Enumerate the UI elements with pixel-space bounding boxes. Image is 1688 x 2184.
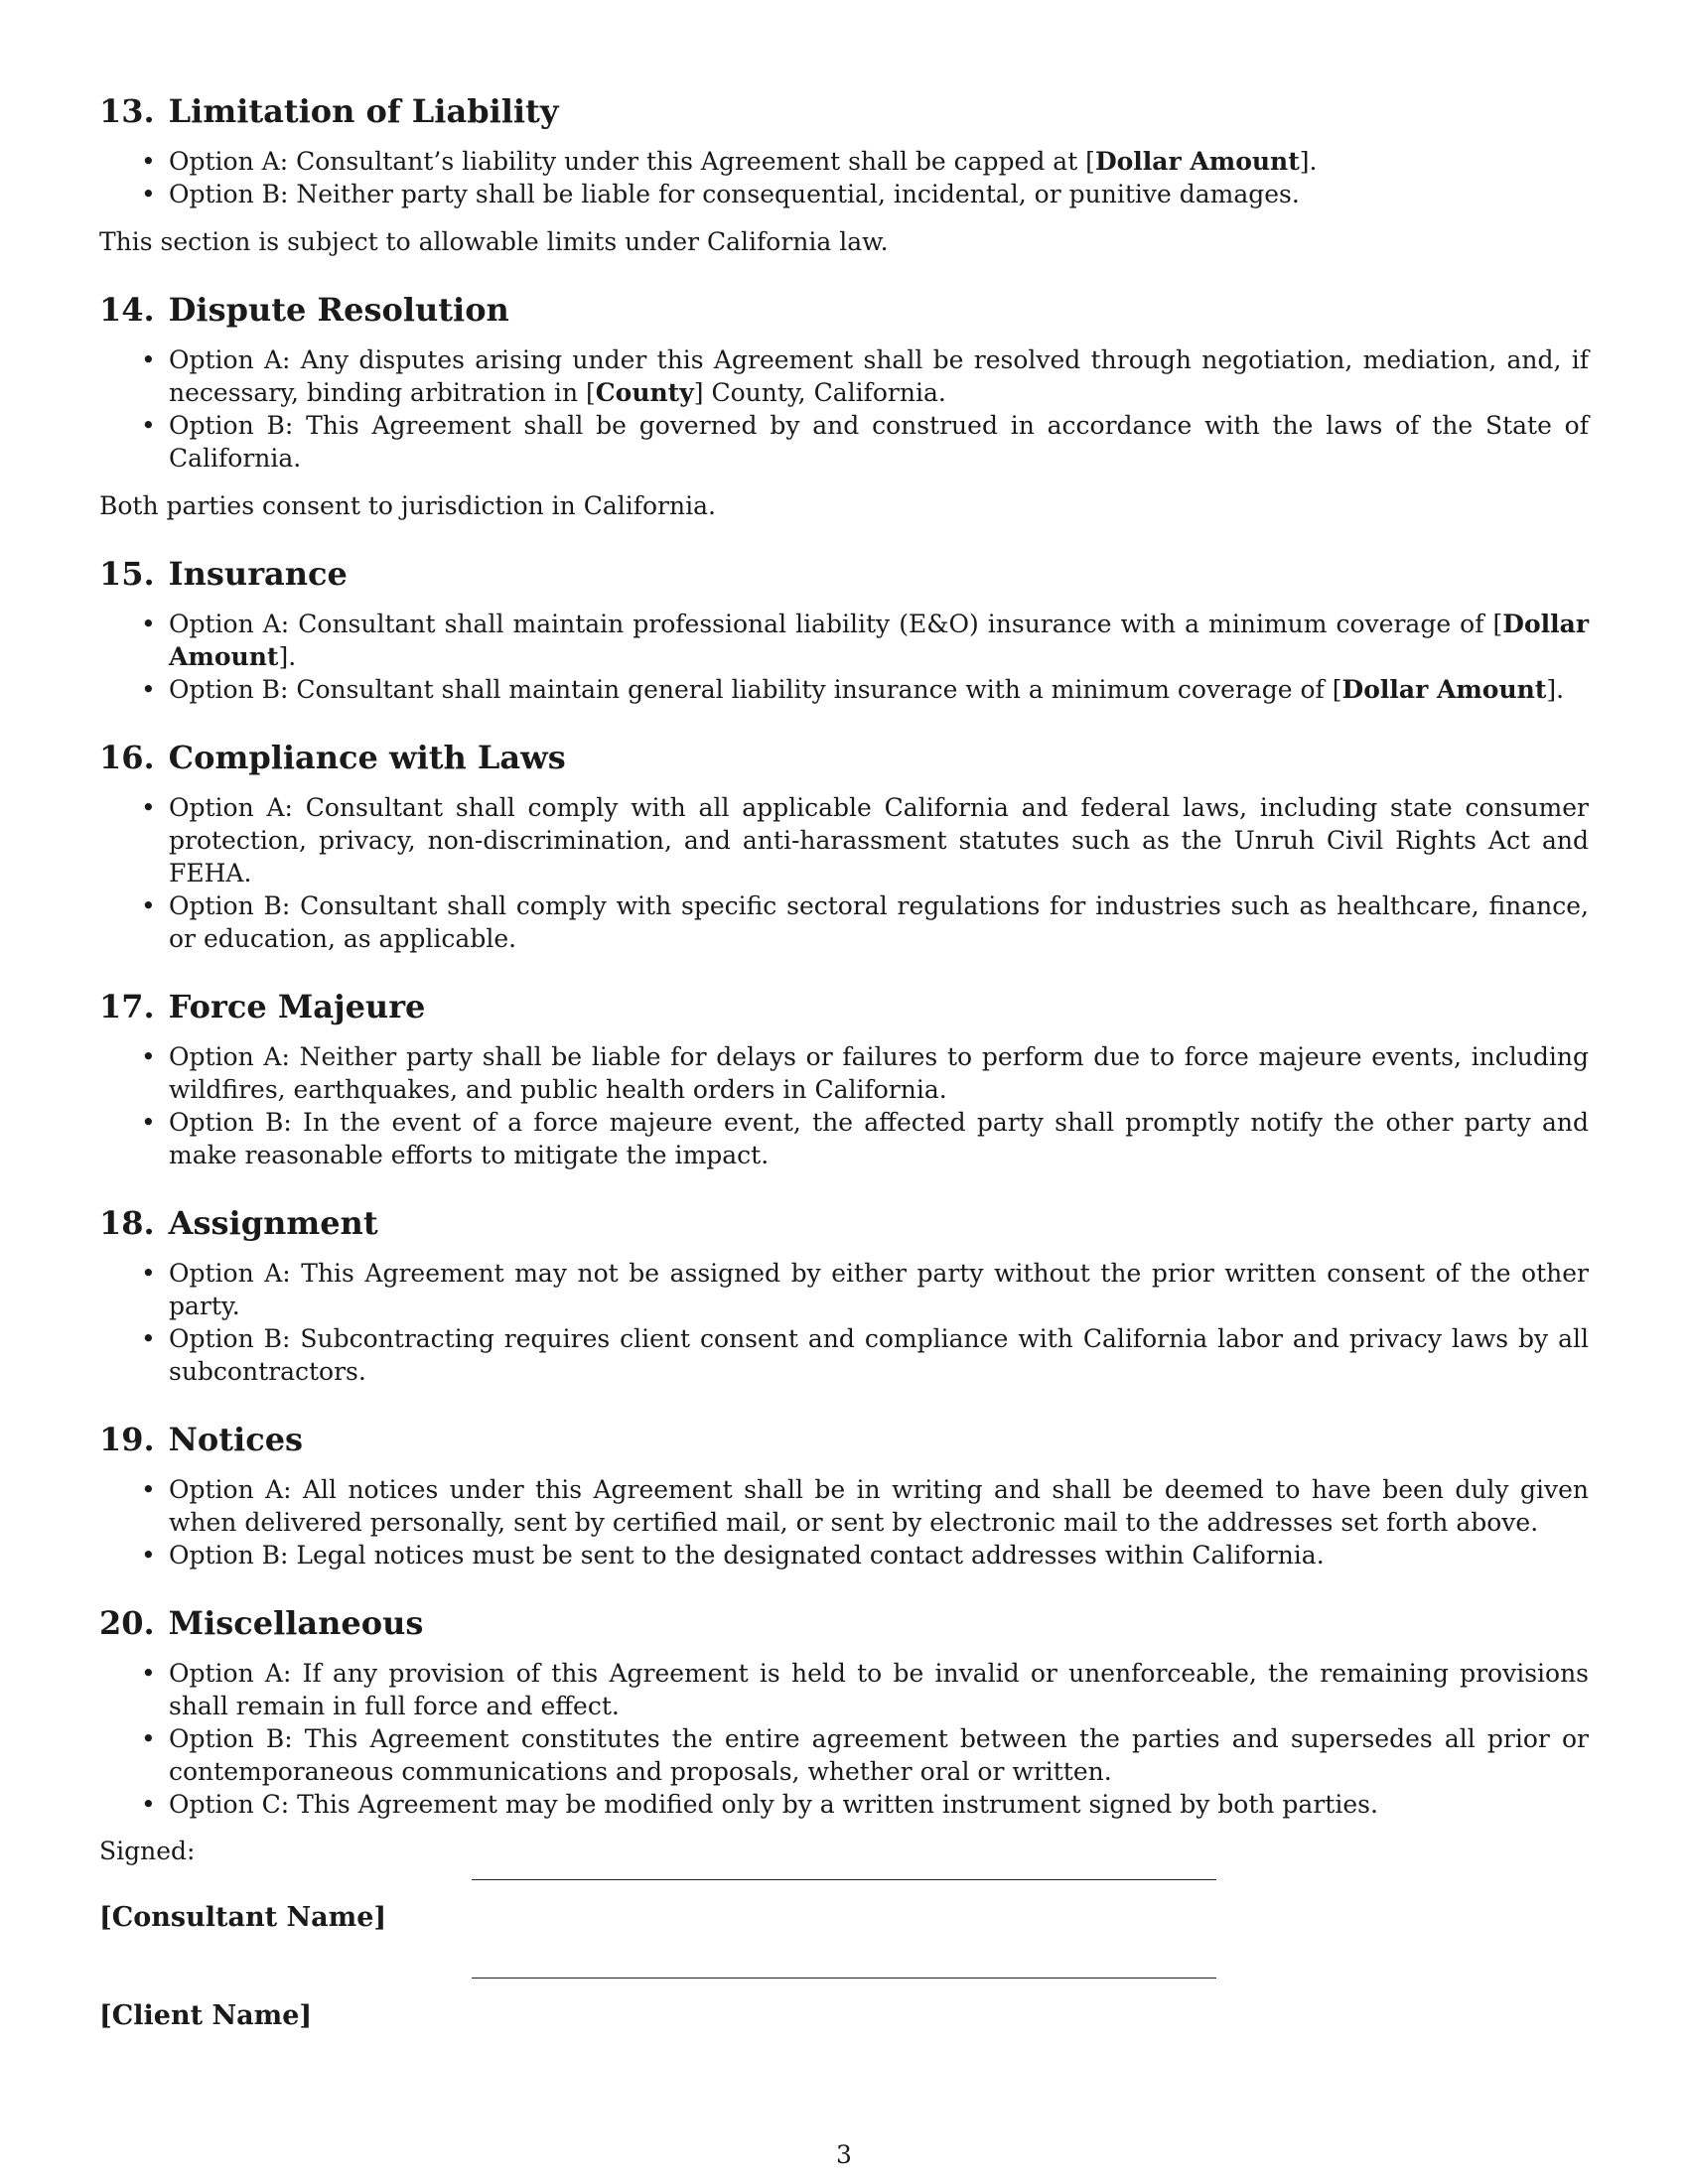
section-19	[99, 1420, 1589, 1571]
section-heading	[99, 1203, 1589, 1243]
document-body	[99, 91, 1589, 1867]
option-text: Option A: All notices under this Agreement shall be in writing and shall be deemed to have been duly given when delivered personally, sent by certified mail, or sent by electronic mail to the addresses set forth above.	[169, 1475, 1589, 1537]
option-text: Option B: Consultant shall comply with specific sectoral regulations for industries such as healthcare, finance, or education, as applicable.	[169, 891, 1589, 953]
placeholder-field: Dollar Amount	[169, 610, 1589, 671]
signature-line-consultant	[472, 1879, 1216, 1880]
section-heading	[99, 554, 1589, 594]
section-number: 20.	[99, 1604, 155, 1642]
option-text: Option A: Neither party shall be liable for delays or failures to perform due to force majeure events, including wildfires, earthquakes, and public health orders in California.	[169, 1042, 1589, 1104]
section-number: 14.	[99, 291, 155, 329]
section-13	[99, 91, 1589, 258]
option-text: Option B: This Agreement constitutes the entire agreement between the parties and supersedes all prior or contemporaneous communications and proposals, whether oral or written.	[169, 1724, 1589, 1786]
option-text: Option B: Legal notices must be sent to the designated contact addresses within California.	[169, 1541, 1325, 1570]
option-text: Option A: Consultant shall maintain professional liability (E&O) insurance with a minimum coverage of [	[169, 610, 1503, 638]
section-note: Both parties consent to jurisdiction in California.	[99, 491, 716, 520]
option-list	[99, 1657, 1589, 1821]
section-title: Force Majeure	[168, 988, 426, 1025]
option-text: Option A: If any provision of this Agreement is held to be invalid or unenforceable, the remaining provisions shall remain in full force and effect.	[169, 1659, 1589, 1720]
option-item	[99, 145, 1589, 178]
section-heading	[99, 987, 1589, 1026]
option-text: Option A: Consultant’s liability under this Agreement shall be capped at [	[169, 147, 1095, 176]
option-text: Option A: Consultant shall comply with all applicable California and federal laws, including state consumer protection, privacy, non-discrimination, and anti-harassment statutes such as the Unruh Civil Rights Act and FEHA.	[169, 793, 1589, 887]
option-item	[99, 673, 1589, 706]
option-item	[99, 1722, 1589, 1788]
option-text: Option B: This Agreement shall be governed by and construed in accordance with the laws of the State of California.	[169, 411, 1589, 473]
option-text: Option A: This Agreement may not be assigned by either party without the prior written consent of the other party.	[169, 1259, 1589, 1320]
section-number: 13.	[99, 92, 155, 130]
section-title: Notices	[168, 1421, 304, 1458]
option-item	[99, 1106, 1589, 1171]
page-number: 3	[836, 2140, 852, 2169]
section-16	[99, 738, 1589, 955]
option-list	[99, 1473, 1589, 1571]
option-item	[99, 1657, 1589, 1722]
option-item	[99, 1040, 1589, 1106]
option-text: ].	[1299, 147, 1318, 176]
option-item	[99, 1788, 1589, 1821]
option-list	[99, 791, 1589, 955]
option-list	[99, 145, 1589, 210]
section-title: Assignment	[168, 1204, 378, 1242]
section-14	[99, 290, 1589, 522]
placeholder-field: Dollar Amount	[1341, 675, 1547, 704]
option-list	[99, 343, 1589, 475]
option-list	[99, 1040, 1589, 1171]
option-text: ].	[278, 642, 297, 671]
option-item	[99, 889, 1589, 955]
option-item	[99, 178, 1589, 210]
section-title: Dispute Resolution	[168, 291, 509, 329]
option-text: ] County, California.	[693, 378, 946, 407]
signature-name-client: [Client Name]	[99, 2000, 313, 2031]
section-15	[99, 554, 1589, 706]
section-title: Limitation of Liability	[168, 92, 559, 130]
option-text: Option A: Any disputes arising under this Agreement shall be resolved through negotiation, mediation, and, if necessary, binding arbitration in [	[169, 345, 1589, 407]
section-title: Compliance with Laws	[168, 739, 566, 776]
section-18	[99, 1203, 1589, 1388]
option-item	[99, 791, 1589, 889]
option-item	[99, 1539, 1589, 1571]
section-title: Miscellaneous	[168, 1604, 424, 1642]
option-text: Option B: Neither party shall be liable for consequential, incidental, or punitive damages.	[169, 180, 1300, 208]
placeholder-field: County	[595, 378, 694, 407]
section-20	[99, 1603, 1589, 1821]
signature-name-consultant: [Consultant Name]	[99, 1902, 387, 1933]
option-text: Option B: In the event of a force majeure event, the affected party shall promptly notify the other party and make reasonable efforts to mitigate the impact.	[169, 1108, 1589, 1169]
section-title: Insurance	[168, 555, 348, 593]
option-text: Option B: Consultant shall maintain general liability insurance with a minimum coverage of [	[169, 675, 1342, 704]
option-item	[99, 1257, 1589, 1322]
signed-label: Signed:	[99, 1837, 196, 1865]
section-17	[99, 987, 1589, 1171]
section-number: 18.	[99, 1204, 155, 1242]
option-text: ].	[1546, 675, 1565, 704]
option-list	[99, 608, 1589, 706]
option-item	[99, 1322, 1589, 1388]
section-heading	[99, 738, 1589, 777]
section-heading	[99, 1420, 1589, 1459]
section-heading	[99, 290, 1589, 330]
section-heading	[99, 91, 1589, 131]
option-list	[99, 1257, 1589, 1388]
option-item	[99, 343, 1589, 409]
section-heading	[99, 1603, 1589, 1643]
option-item	[99, 409, 1589, 475]
option-item	[99, 1473, 1589, 1539]
option-item	[99, 608, 1589, 673]
section-note: This section is subject to allowable limits under California law.	[99, 227, 889, 256]
section-number: 15.	[99, 555, 155, 593]
section-number: 16.	[99, 739, 155, 776]
section-number: 17.	[99, 988, 155, 1025]
section-number: 19.	[99, 1421, 155, 1458]
option-text: Option B: Subcontracting requires client consent and compliance with California labor and privacy laws by all subcontractors.	[169, 1324, 1589, 1386]
option-text: Option C: This Agreement may be modified only by a written instrument signed by both parties.	[169, 1790, 1378, 1819]
placeholder-field: Dollar Amount	[1094, 147, 1300, 176]
signature-line-client	[472, 1978, 1216, 1979]
